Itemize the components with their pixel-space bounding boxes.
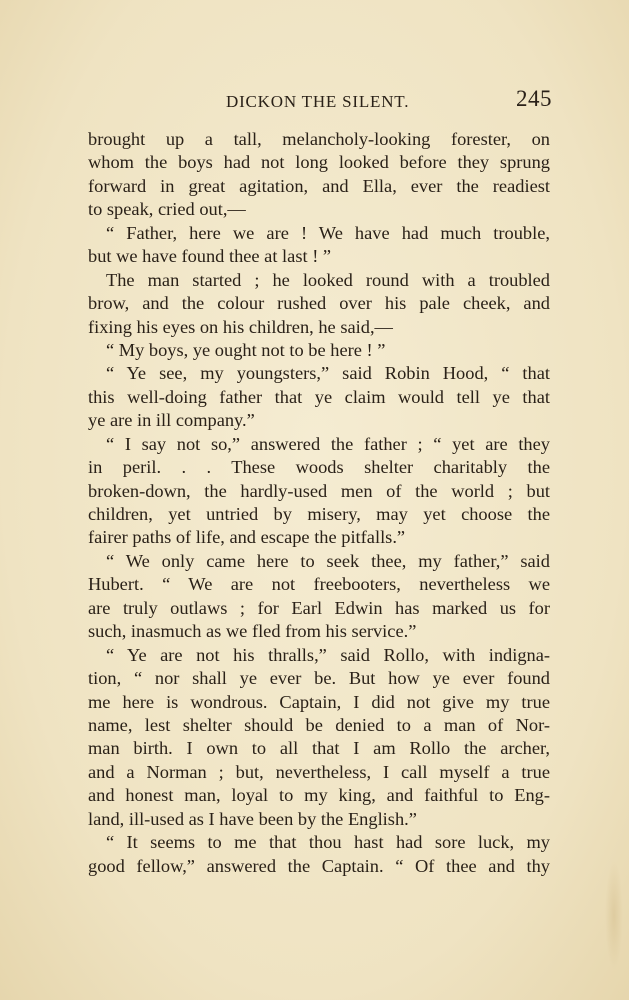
text-line: “ My boys, ye ought not to be here ! ” [106,339,386,360]
running-title: DICKON THE SILENT. [226,92,410,111]
text-line: land, ill-used as I have been by the English.” [88,808,417,829]
text-line: Hubert. “ We are not freebooters, nevertheless we [88,574,550,595]
text-line: are truly outlaws ; for Earl Edwin has marked us for [88,597,550,618]
text-line: name, lest shelter should be denied to a man of Nor- [88,714,550,735]
text-line: such, inasmuch as we fled from his service.” [88,621,417,642]
text-line: “ It seems to me that thou hast had sore luck, my [106,832,550,853]
page-number: 245 [516,86,552,111]
text-line: “ Ye see, my youngsters,” said Robin Hood, “ that [106,363,550,384]
text-line: broken-down, the hardly-used men of the world ; but [88,480,550,501]
text-line: tion, “ nor shall ye ever be. But how ye ever found [88,668,550,689]
text-line: this well-doing father that ye claim would tell ye that [88,386,550,407]
paper-stain [605,860,623,970]
text-line: children, yet untried by misery, may yet choose the [88,504,550,524]
text-line: The man started ; he looked round with a troubled [106,269,550,290]
text-line: brow, and the colour rushed over his pale cheek, and [88,293,550,314]
text-line: and honest man, loyal to my king, and faithful to Eng- [88,785,550,806]
text-line: me here is wondrous. Captain, I did not give my true [88,691,550,712]
text-line: but we have found thee at last ! ” [88,246,332,267]
text-line: forward in great agitation, and Ella, ever the readiest [88,175,550,196]
text-line: good fellow,” answered the Captain. “ Of thee and thy [88,855,550,876]
text-line: “ We only came here to seek thee, my father,” said [106,550,550,571]
text-line: “ I say not so,” answered the father ; “ yet are they [106,433,550,454]
text-line: brought up a tall, melancholy-looking forester, on [88,129,550,149]
text-line: fairer paths of life, and escape the pitfalls.” [88,527,406,548]
text-line: and a Norman ; but, nevertheless, I call myself a true [88,761,550,782]
text-line: man birth. I own to all that I am Rollo the archer, [88,738,550,759]
running-head [88,86,552,116]
text-line: fixing his eyes on his children, he said,— [88,316,393,337]
text-line: ye are in ill company.” [88,410,255,431]
text-line: “ Father, here we are ! We have had much trouble, [106,222,550,243]
text-line: “ Ye are not his thralls,” said Rollo, with indigna- [106,644,550,665]
text-line: in peril. . . These woods shelter charitably the [88,457,550,478]
text-line: whom the boys had not long looked before they sprung [88,152,550,173]
body-text [88,128,550,878]
text-line: to speak, cried out,— [88,199,246,220]
